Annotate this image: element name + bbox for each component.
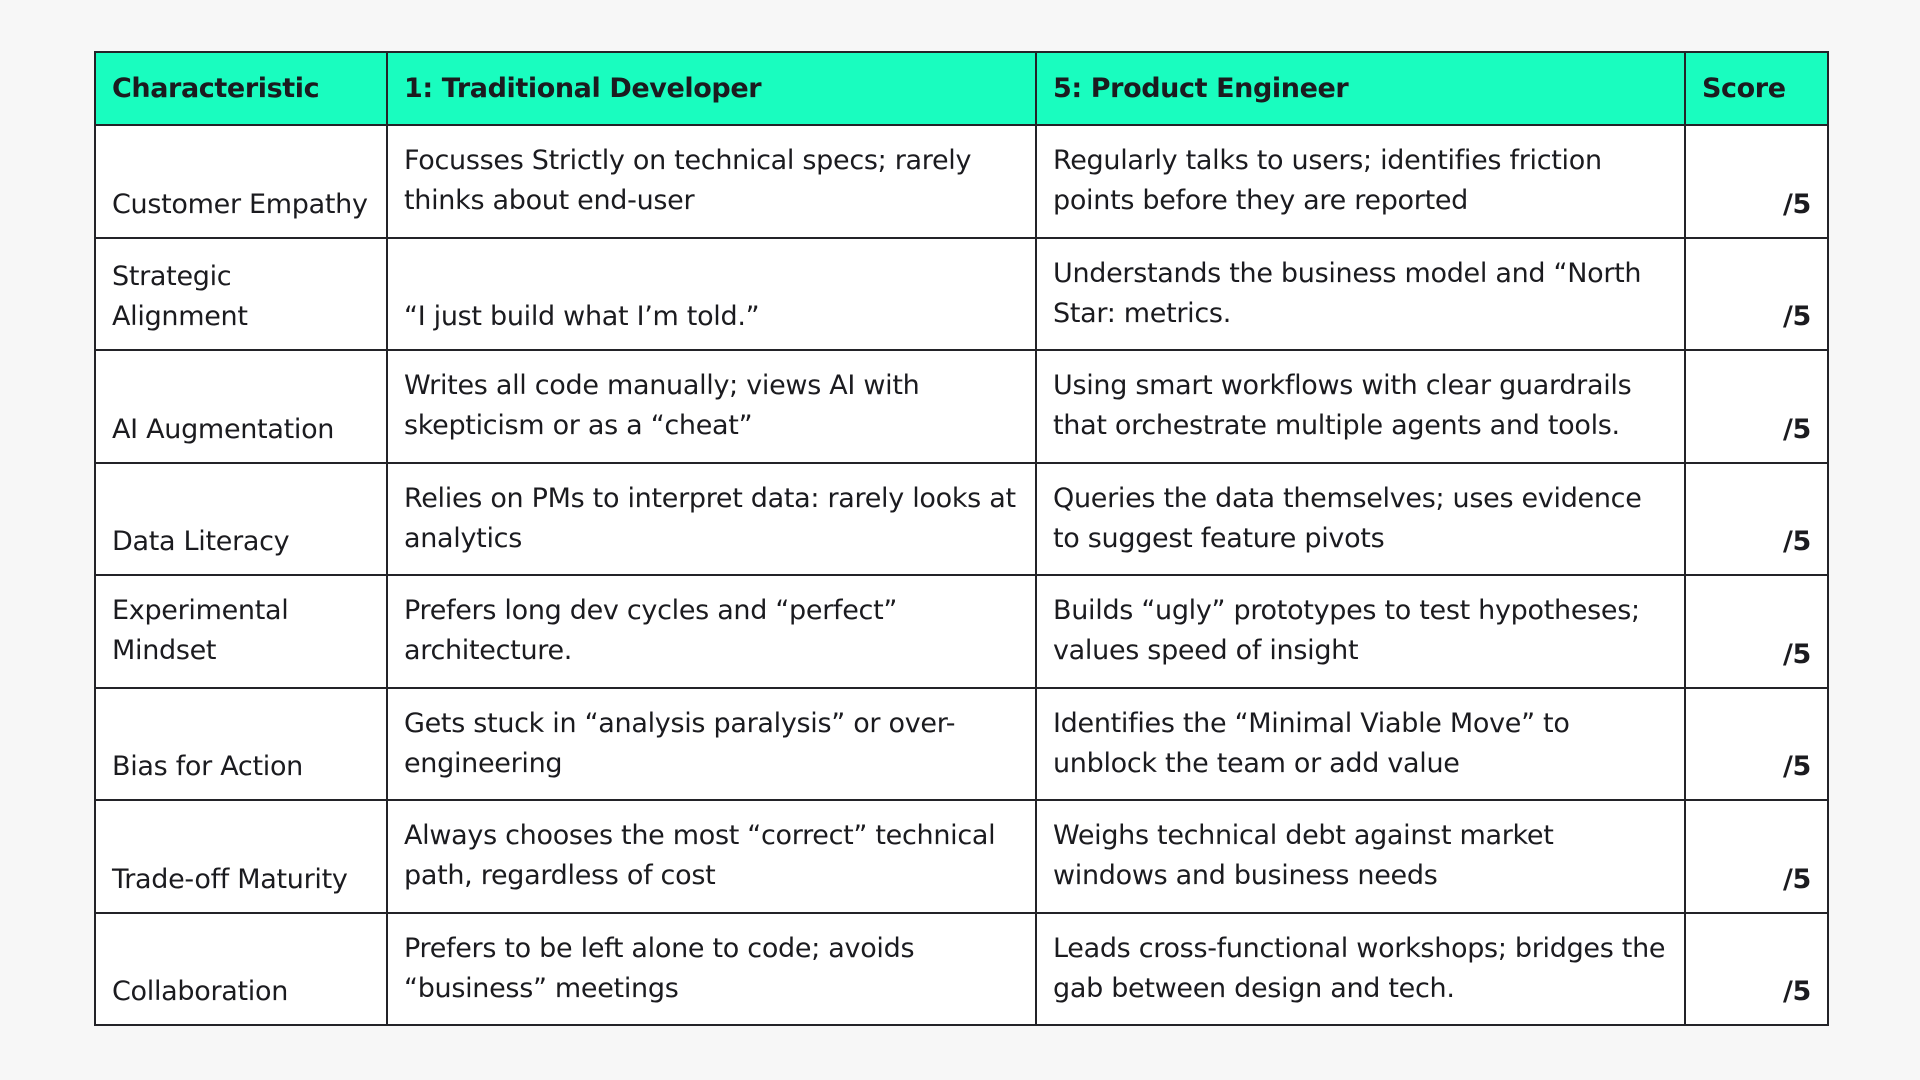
traditional-cell: Writes all code manually; views AI with skepticism or as a “cheat” <box>387 350 1036 463</box>
table-row <box>95 238 1828 351</box>
traditional-cell: Always chooses the most “correct” technical path, regardless of cost <box>387 800 1036 913</box>
characteristic-cell: Customer Empathy <box>95 125 387 238</box>
table-row <box>95 125 1828 238</box>
score-cell[interactable]: /5 <box>1685 463 1828 576</box>
characteristic-cell: Bias for Action <box>95 688 387 801</box>
score-cell[interactable]: /5 <box>1685 238 1828 351</box>
score-cell[interactable]: /5 <box>1685 350 1828 463</box>
table-row <box>95 575 1828 688</box>
header-traditional-developer: 1: Traditional Developer <box>387 52 1036 125</box>
traditional-cell: Focusses Strictly on technical specs; rarely thinks about end-user <box>387 125 1036 238</box>
traditional-cell: Prefers long dev cycles and “perfect” architecture. <box>387 575 1036 688</box>
product-cell: Using smart workflows with clear guardrails that orchestrate multiple agents and tools. <box>1036 350 1685 463</box>
characteristic-cell: Trade-off Maturity <box>95 800 387 913</box>
score-cell[interactable]: /5 <box>1685 688 1828 801</box>
product-cell: Weighs technical debt against market windows and business needs <box>1036 800 1685 913</box>
header-row <box>95 52 1828 125</box>
score-cell[interactable]: /5 <box>1685 913 1828 1026</box>
product-cell: Understands the business model and “North Star: metrics. <box>1036 238 1685 351</box>
header-characteristic: Characteristic <box>95 52 387 125</box>
table-row <box>95 688 1828 801</box>
table-row <box>95 350 1828 463</box>
scorecard-table <box>94 51 1829 1026</box>
scorecard-table-container <box>94 51 1827 1024</box>
table-row <box>95 463 1828 576</box>
characteristic-cell: Experimental Mindset <box>95 575 387 688</box>
characteristic-cell: Strategic Alignment <box>95 238 387 351</box>
traditional-cell: “I just build what I’m told.” <box>387 238 1036 351</box>
score-cell[interactable]: /5 <box>1685 800 1828 913</box>
characteristic-cell: Collaboration <box>95 913 387 1026</box>
score-cell[interactable]: /5 <box>1685 575 1828 688</box>
header-product-engineer: 5: Product Engineer <box>1036 52 1685 125</box>
product-cell: Identifies the “Minimal Viable Move” to unblock the team or add value <box>1036 688 1685 801</box>
traditional-cell: Gets stuck in “analysis paralysis” or over-engineering <box>387 688 1036 801</box>
characteristic-cell: Data Literacy <box>95 463 387 576</box>
characteristic-cell: AI Augmentation <box>95 350 387 463</box>
traditional-cell: Prefers to be left alone to code; avoids “business” meetings <box>387 913 1036 1026</box>
score-cell[interactable]: /5 <box>1685 125 1828 238</box>
traditional-cell: Relies on PMs to interpret data: rarely looks at analytics <box>387 463 1036 576</box>
product-cell: Leads cross-functional workshops; bridges the gab between design and tech. <box>1036 913 1685 1026</box>
product-cell: Queries the data themselves; uses evidence to suggest feature pivots <box>1036 463 1685 576</box>
product-cell: Builds “ugly” prototypes to test hypotheses; values speed of insight <box>1036 575 1685 688</box>
table-row <box>95 800 1828 913</box>
table-row <box>95 913 1828 1026</box>
product-cell: Regularly talks to users; identifies friction points before they are reported <box>1036 125 1685 238</box>
header-score: Score <box>1685 52 1828 125</box>
